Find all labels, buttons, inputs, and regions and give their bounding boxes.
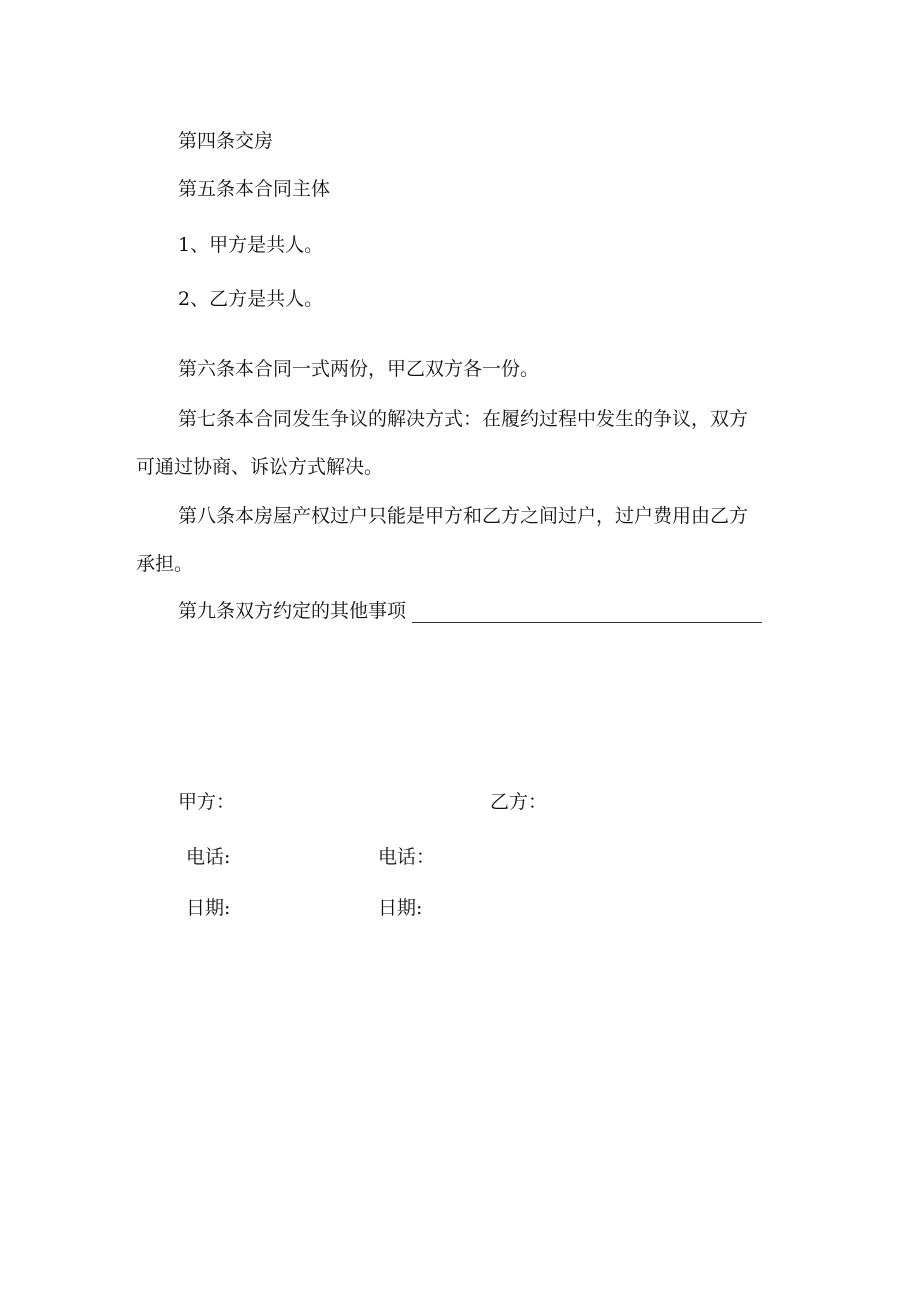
article-8-text-line-2: 承担。 bbox=[136, 553, 194, 575]
article-8-text-line-1: 第八条本房屋产权过户只能是甲方和乙方之间过户，过户费用由乙方 bbox=[178, 505, 749, 527]
party-a-date-label: 日期: bbox=[186, 897, 231, 919]
article-5-item-2: 2、乙方是共人。 bbox=[178, 288, 324, 310]
party-a-phone-label: 电话: bbox=[186, 846, 231, 868]
party-b-phone-label: 电话： bbox=[378, 846, 436, 868]
article-7-text-line-1: 第七条本合同发生争议的解决方式：在履约过程中发生的争议，双方 bbox=[178, 408, 749, 430]
article-9-row bbox=[178, 599, 762, 623]
other-matters-blank-field[interactable] bbox=[412, 602, 762, 623]
article-5-heading: 第五条本合同主体 bbox=[178, 178, 331, 200]
party-a-label: 甲方： bbox=[178, 791, 236, 813]
article-4-heading: 第四条交房 bbox=[178, 130, 274, 152]
article-5-item-1: 1、甲方是共人。 bbox=[178, 234, 324, 256]
article-9-text: 第九条双方约定的其他事项 bbox=[178, 600, 407, 622]
article-6-text: 第六条本合同一式两份，甲乙双方各一份。 bbox=[178, 358, 540, 380]
party-b-date-label: 日期: bbox=[378, 897, 423, 919]
party-b-label: 乙方： bbox=[490, 791, 548, 813]
article-7-text-line-2: 可通过协商、诉讼方式解决。 bbox=[136, 456, 384, 478]
